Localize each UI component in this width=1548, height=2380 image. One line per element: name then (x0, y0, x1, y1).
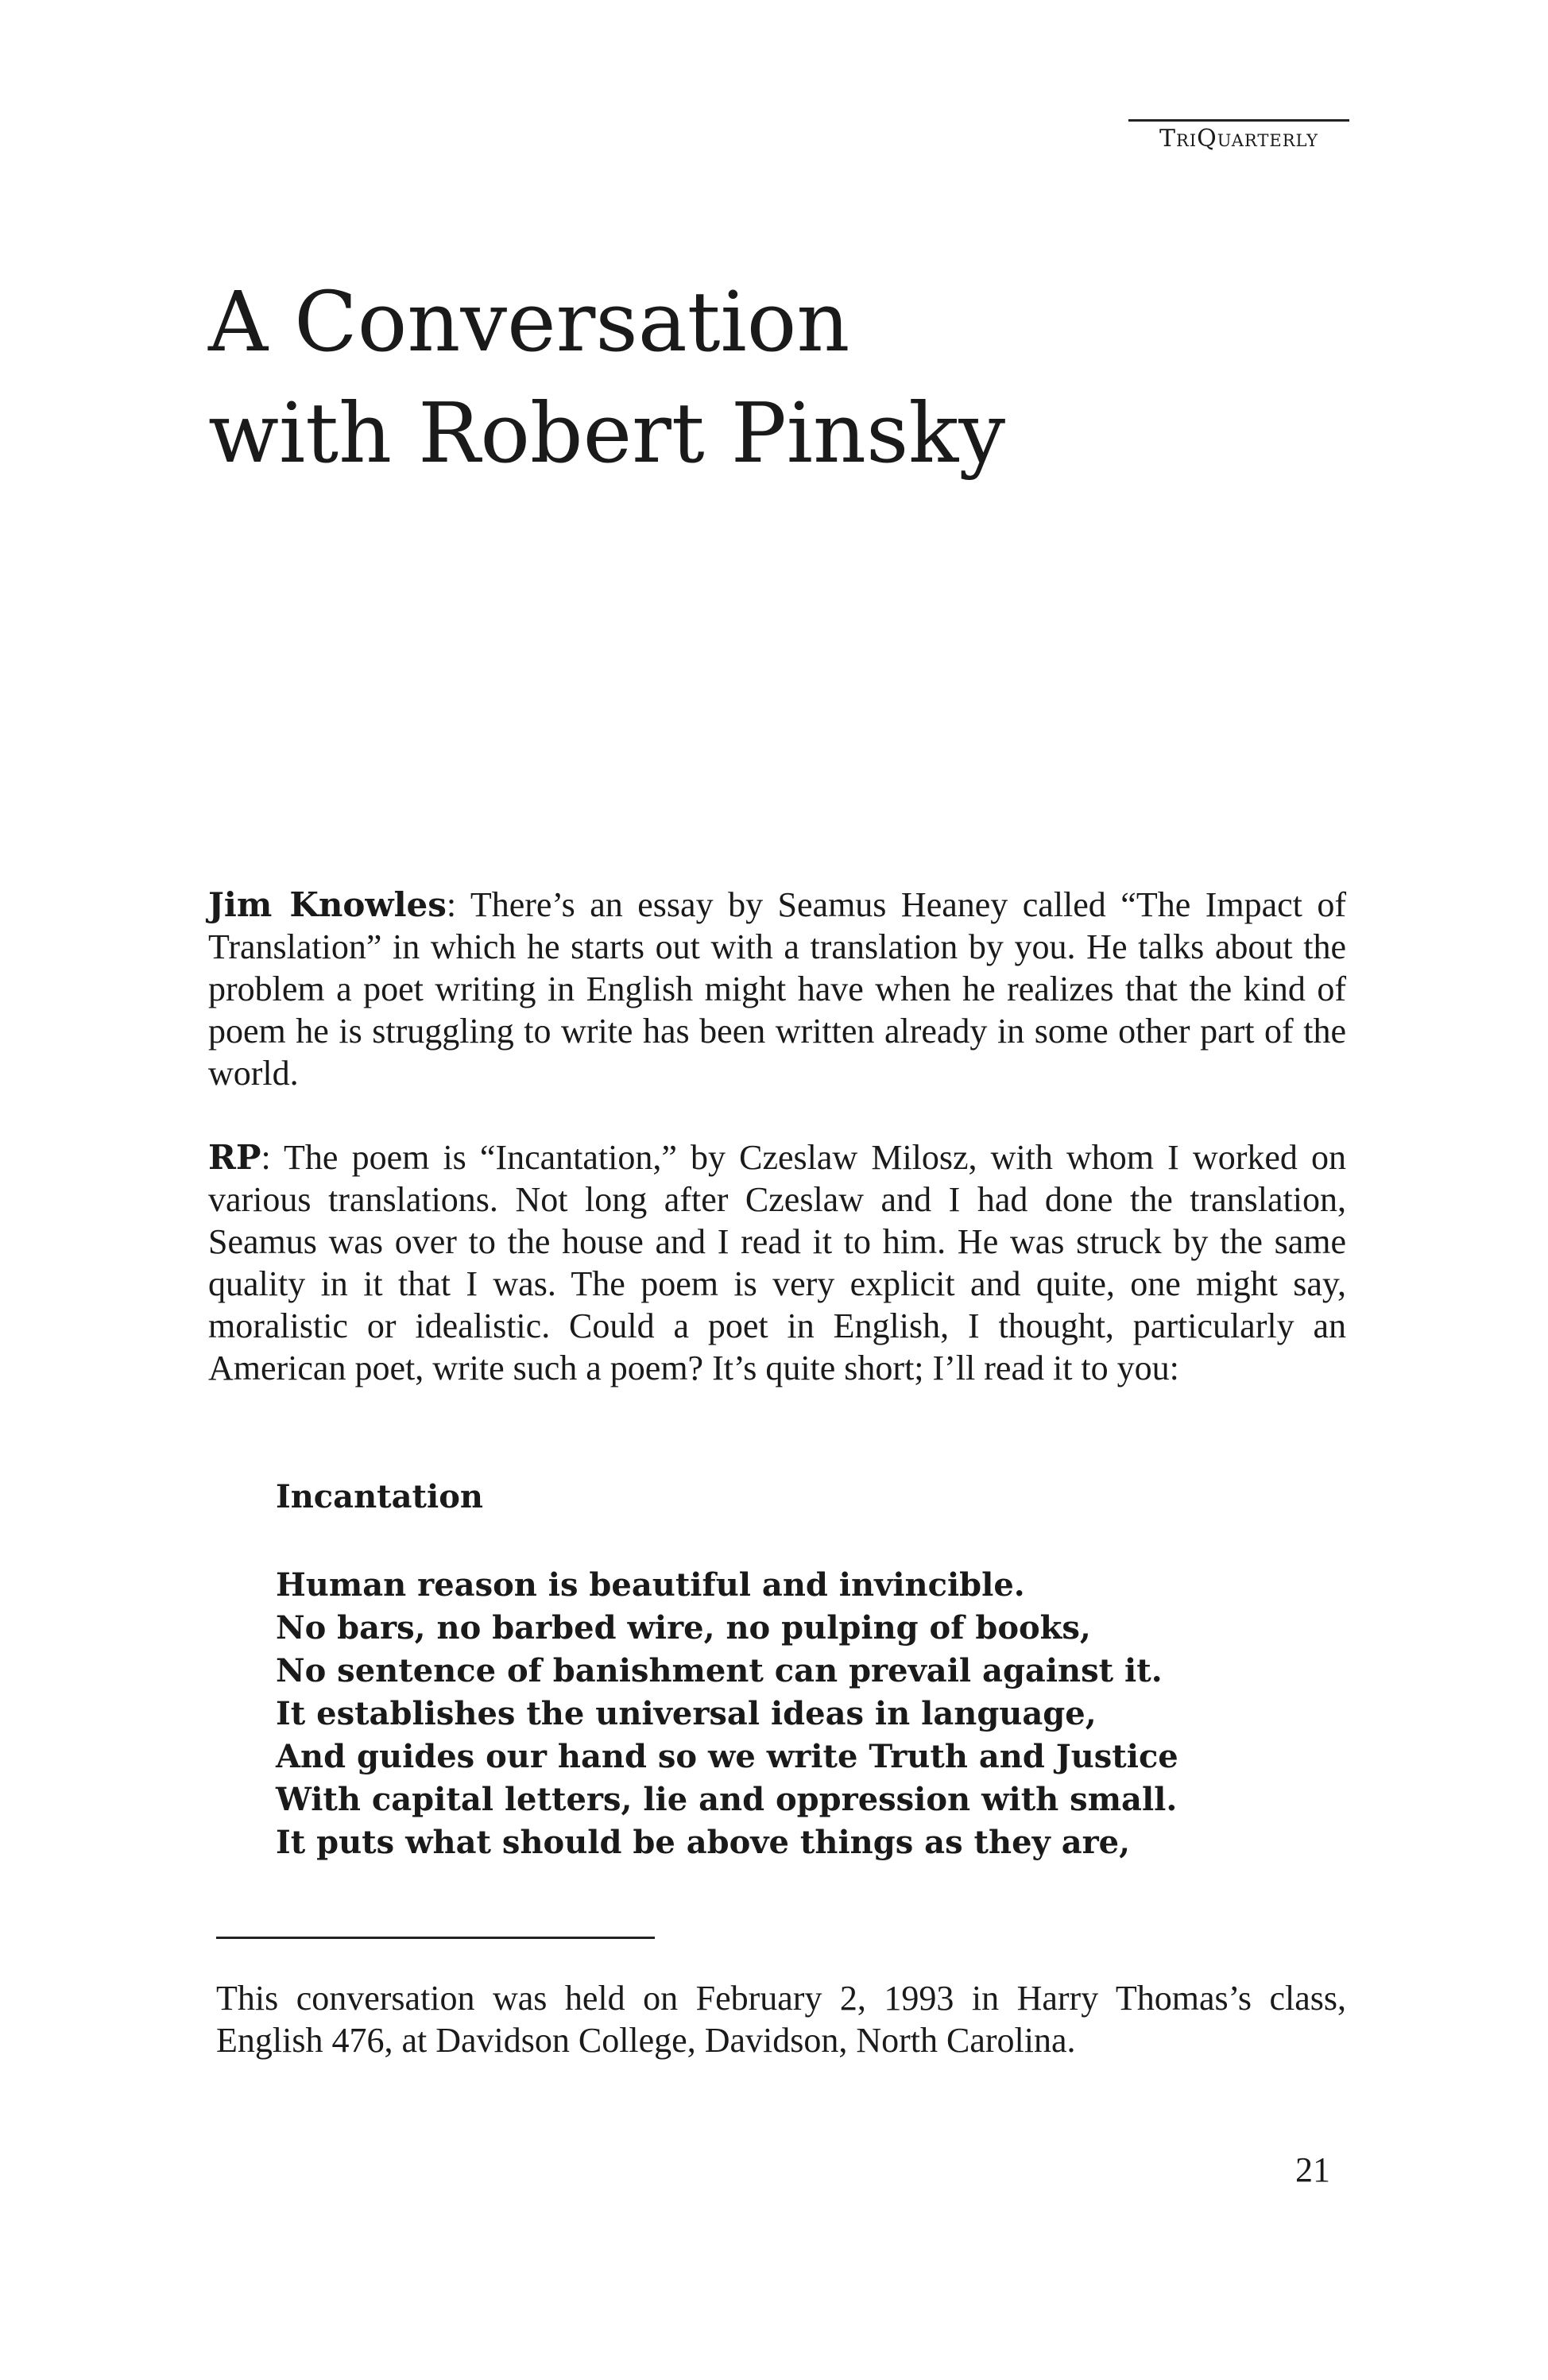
poem-line: It puts what should be above things as they are, (276, 1824, 1131, 1861)
poem-line: No sentence of banishment can prevail against it. (276, 1652, 1163, 1689)
paragraph-text: : The poem is “Incantation,” by Czeslaw Milosz, with whom I worked on various translations. Not long after Czeslaw and I had done the translation, Seamus was over to the house and I read it to him. He was struck by the same quality in it that I was. The poem is very explicit and quite, one might say, moralistic or idealistic. Could a poet in English, I thought, particularly an American poet, write such a poem? It’s quite short; I’ll read it to you: (208, 1138, 1346, 1387)
article-title (208, 266, 1005, 489)
footnote: This conversation was held on February 2, 1993 in Harry Thomas’s class, English 476, at Davidson College, Davidson, North Carolina. (216, 1979, 1346, 2060)
running-head: TriQuarterly (1128, 119, 1349, 153)
poem-line: Human reason is beautiful and invincible. (276, 1566, 1025, 1604)
speaker-name: RP (208, 1138, 261, 1177)
title-line-1: A Conversation (208, 273, 850, 370)
paragraph-response (208, 1136, 1346, 1389)
poem-line: No bars, no barbed wire, no pulping of books, (276, 1609, 1091, 1647)
poem-body (276, 1564, 1349, 1864)
poem-line: It establishes the universal ideas in language, (276, 1695, 1097, 1732)
paragraph-interviewer (208, 884, 1346, 1094)
title-line-2: with Robert Pinsky (208, 385, 1006, 482)
paragraph-text: : There’s an essay by Seamus Heaney called “The Impact of Translation” in which he starts out with a translation by you. He talks about the problem a poet writing in English might have when he realizes that the kind of poem he is struggling to write has been written already in some other part of the world. (208, 885, 1347, 1093)
page-number: 21 (1295, 2150, 1330, 2189)
poem-title: Incantation (276, 1478, 483, 1515)
speaker-name: Jim Knowles (208, 885, 447, 924)
poem-line: With capital letters, lie and oppression with small. (276, 1781, 1178, 1818)
poem-line: And guides our hand so we write Truth and Justice (276, 1738, 1178, 1775)
footnote-divider (216, 1937, 655, 1939)
